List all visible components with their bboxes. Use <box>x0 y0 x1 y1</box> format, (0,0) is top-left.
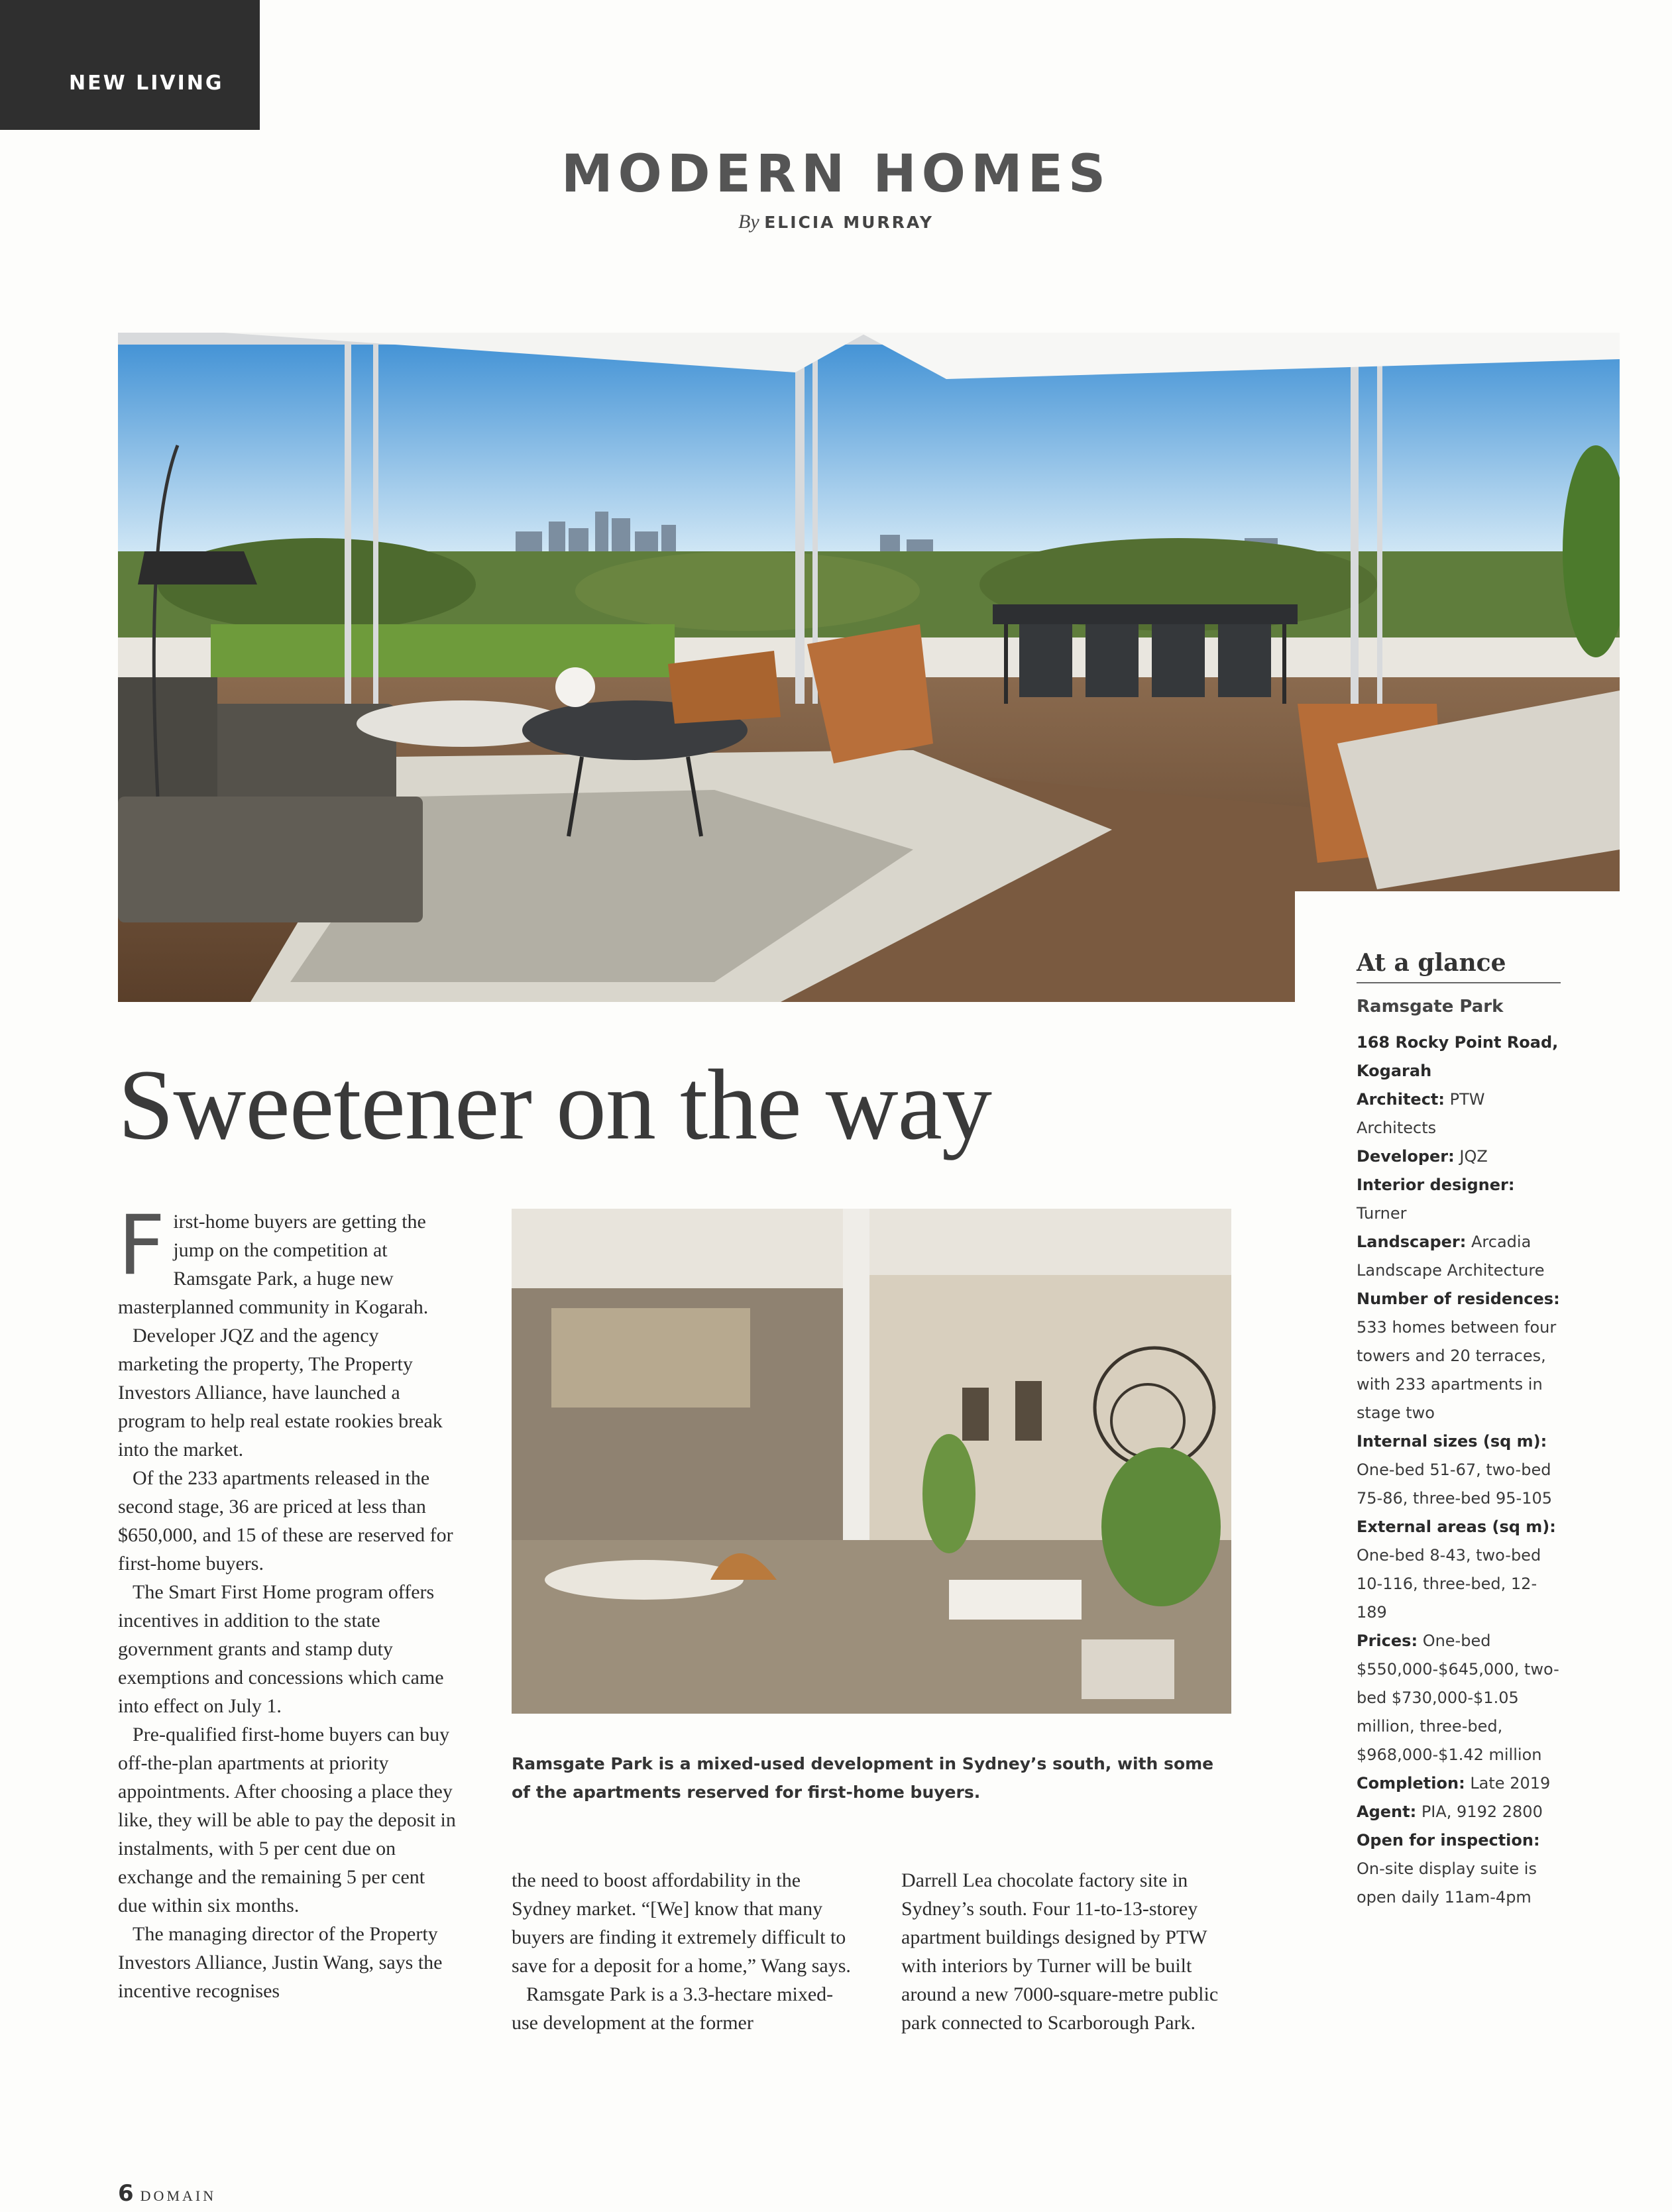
section-title: MODERN HOMES <box>561 144 1111 204</box>
article-paragraph: Darrell Lea chocolate factory site in Sydney’s south. Four 11-to-13-storey apartment buildings designed by PTW with interiors by Turner will be built around a new 7000-square-metre public park connected to Scarborough Park. <box>901 1869 1219 2034</box>
fact-item: Agent: PIA, 9192 2800 <box>1357 1802 1543 1821</box>
page-number: 6 <box>118 2180 134 2207</box>
fact-item: Interior designer: Turner <box>1357 1176 1515 1223</box>
article-column-2 <box>512 1866 856 2037</box>
headline: Sweetener on the way <box>118 1049 991 1160</box>
publication-name: DOMAIN <box>140 2187 217 2204</box>
page-folio <box>118 2180 216 2207</box>
fact-item: Internal sizes (sq m): One-bed 51-67, two-bed 75-86, three-bed 95-105 <box>1357 1432 1553 1508</box>
photo-caption: Ramsgate Park is a mixed-used development in Sydney’s south, with some of the apartments reserved for first-home buyers. <box>512 1754 1214 1802</box>
fact-item: Landscaper: Arcadia Landscape Architecture <box>1357 1233 1545 1280</box>
article-paragraph: Pre-qualified first-home buyers can buy off-the-plan apartments at priority appointments. After choosing a place they like, they will be able to pay the deposit in instalments, with 5 per cent due on exchange and the remaining 5 per cent due within six months. <box>118 1724 456 1916</box>
section-tag-label: NEW LIVING <box>69 72 224 95</box>
fact-item: Open for inspection: On-site display suite is open daily 11am-4pm <box>1357 1831 1540 1907</box>
article-paragraph: the need to boost affordability in the Sydney market. “[We] know that many buyers are finding it extremely difficult to save for a deposit for a home,” Wang says. <box>512 1869 851 1977</box>
drop-cap: F <box>118 1198 166 1294</box>
byline-author: ELICIA MURRAY <box>764 213 934 232</box>
article-paragraph: Ramsgate Park is a 3.3-hectare mixed-use development at the former <box>512 1983 834 2034</box>
fact-item: Prices: One-bed $550,000-$645,000, two-bed $730,000-$1.05 million, three-bed, $968,000-$1.42 million <box>1357 1631 1559 1764</box>
article-paragraph: Of the 233 apartments released in the second stage, 36 are priced at less than $650,000, and 15 of these are reserved for first-home buyers. <box>118 1467 453 1575</box>
sidebar-project-name: Ramsgate Park <box>1357 997 1504 1017</box>
interior-photo <box>512 1209 1231 1714</box>
article-paragraph: Developer JQZ and the agency marketing the property, The Property Investors Alliance, have launched a program to help real estate rookies break into the market. <box>118 1325 443 1461</box>
fact-item: Developer: JQZ <box>1357 1147 1488 1166</box>
fact-item: External areas (sq m): One-bed 8-43, two-bed 10-116, three-bed, 12-189 <box>1357 1518 1556 1622</box>
fact-item: Number of residences: 533 homes between four towers and 20 terraces, with 233 apartments in stage two <box>1357 1290 1560 1422</box>
article-paragraph: First-home buyers are getting the jump on the competition at Ramsgate Park, a huge new masterplanned community in Kogarah. <box>118 1198 429 1318</box>
article-column-1 <box>118 1198 456 2005</box>
sidebar-facts <box>1357 1028 1562 1912</box>
section-tag <box>0 0 260 130</box>
article-column-3 <box>901 1866 1239 2037</box>
fact-item: Completion: Late 2019 <box>1357 1774 1551 1793</box>
fact-item: Architect: PTW Architects <box>1357 1090 1485 1137</box>
article-paragraph: The managing director of the Property Investors Alliance, Justin Wang, says the incentive recognises <box>118 1923 443 2002</box>
byline-prefix: By <box>738 211 759 233</box>
sidebar-address: 168 Rocky Point Road, Kogarah <box>1357 1033 1559 1080</box>
sidebar-heading: At a glance <box>1357 949 1561 983</box>
article-paragraph: The Smart First Home program offers incentives in addition to the state government grants and stamp duty exemptions and concessions which came into effect on July 1. <box>118 1581 444 1717</box>
at-a-glance-sidebar <box>1357 949 1562 1912</box>
byline <box>0 211 1672 233</box>
